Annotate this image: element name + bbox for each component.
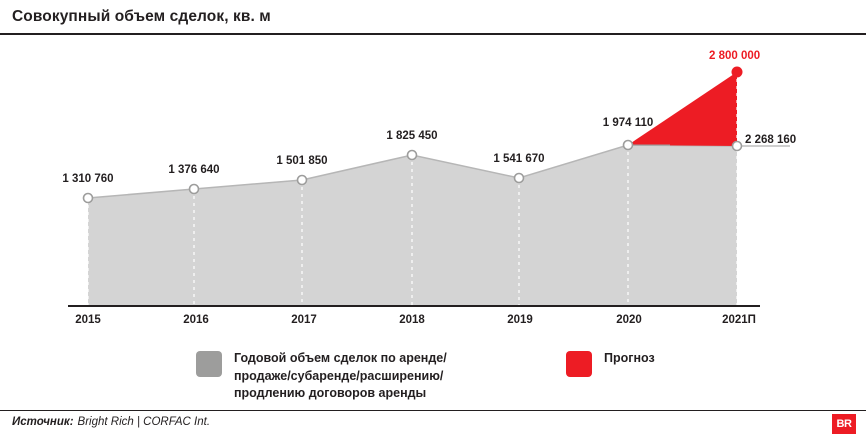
legend-item-forecast [566,350,655,377]
x-tick-2017: 2017 [291,314,317,326]
legend-label-actual-line2: продаже/субаренде/расширению/ [234,368,444,383]
x-tick-2020: 2020 [616,314,642,326]
data-point-2015 [84,194,93,203]
data-point-2019 [515,174,524,183]
page-title: Совокупный объем сделок, кв. м [12,8,271,25]
value-label-2020: 1 974 110 [602,117,654,129]
value-label-2016: 1 376 640 [168,164,220,176]
chart-svg [0,36,866,326]
data-point-2020 [624,141,633,150]
x-tick-2021: 2021П [722,314,756,326]
legend-swatch-actual [196,351,222,377]
chart-plot-area [0,36,866,326]
source-label: Источник: [12,416,74,428]
value-label-2021-forecast: 2 800 000 [709,50,761,62]
data-point-2017 [298,176,307,185]
legend-label-actual [234,350,447,403]
legend-label-actual-line3: продлению договоров аренды [234,386,427,400]
footer-divider [0,410,866,411]
legend-label-actual-line1: Годовой объем сделок по аренде/ [234,351,447,365]
x-tick-2018: 2018 [399,314,425,326]
chart-legend [0,344,866,410]
forecast-area [628,72,737,146]
value-label-2021-actual: 2 268 160 [745,134,797,146]
x-axis-labels [0,314,866,334]
title-divider [0,33,866,35]
x-tick-2015: 2015 [75,314,101,326]
legend-item-actual [196,350,447,403]
source-value: Bright Rich | CORFAC Int. [77,416,211,428]
value-label-2017: 1 501 850 [276,155,328,167]
value-label-2018: 1 825 450 [386,130,438,142]
value-label-2019: 1 541 670 [493,153,545,165]
value-label-2015: 1 310 760 [62,173,114,185]
data-point-2021-actual [733,142,742,151]
x-tick-2019: 2019 [507,314,533,326]
data-point-2016 [190,185,199,194]
source-note [12,416,210,428]
brand-logo: BR [832,414,856,434]
data-point-2018 [408,151,417,160]
data-point-2021-forecast [732,67,743,78]
legend-label-forecast: Прогноз [604,351,655,365]
x-tick-2016: 2016 [183,314,209,326]
legend-swatch-forecast [566,351,592,377]
